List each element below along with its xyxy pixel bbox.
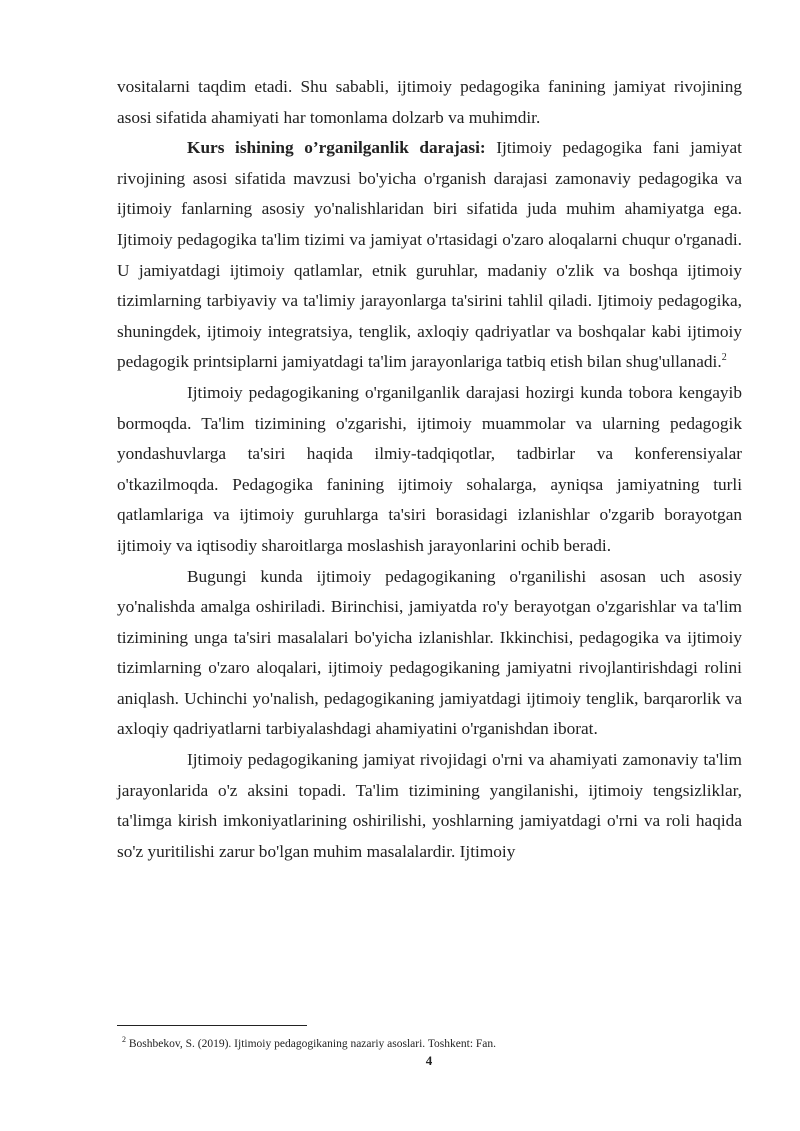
footnote xyxy=(122,1037,496,1051)
section-heading-inline: Kurs ishining o’rganilganlik darajasi: xyxy=(187,138,486,158)
footnote-text: Boshbekov, S. (2019). Ijtimoiy pedagogikaning nazariy asoslari. Toshkent: Fan. xyxy=(126,1038,497,1050)
document-body xyxy=(117,72,742,867)
paragraph-role-in-society: Ijtimoiy pedagogikaning jamiyat rivojidagi o'rni va ahamiyati zamonaviy ta'lim jarayonlarida o'z aksini topadi. Ta'lim tizimining yangilanishi, ijtimoiy tengsizliklar, ta'limga kirish imkoniyatlarining oshirilishi, yoshlarning jamiyatdagi o'rni va roli haqida so'z yuritilishi zarur bo'lgan muhim masalalardir. Ijtimoiy xyxy=(117,750,742,861)
paragraph-continuation: vositalarni taqdim etadi. Shu sababli, ijtimoiy pedagogika fanining jamiyat rivojining asosi sifatida ahamiyati har tomonlama dolzarb va muhimdir. xyxy=(117,77,742,127)
paragraph-three-directions: Bugungi kunda ijtimoiy pedagogikaning o'rganilishi asosan uch asosiy yo'nalishda amalga oshiriladi. Birinchisi, jamiyatda ro'y berayotgan o'zgarishlar va ta'lim tizimining unga ta'siri masalalari bo'yicha izlanishlar. Ikkinchisi, pedagogika va ijtimoiy tizimlarning o'zaro aloqalari, ijtimoiy pedagogikaning jamiyatni rivojlantirishdagi rolini aniqlash. Uchinchi yo'nalish, pedagogikaning jamiyatdagi ijtimoiy tenglik, barqarorlik va axloqiy qadriyatlarni tarbiyalashdagi ahamiyatini o'rganishdan iborat. xyxy=(117,566,742,739)
paragraph-text: Ijtimoiy pedagogika fani jamiyat rivojining asosi sifatida mavzusi bo'yicha o'rganish darajasi zamonaviy pedagogika va ijtimoiy fanlarning asosiy yo'nalishlaridan biri sifatida juda muhim ahamiyatga ega. Ijtimoiy pedagogika ta'lim tizimi va jamiyat o'rtasidagi o'zaro aloqalarni chuqur o'rganadi. U jamiyatdagi ijtimoiy qatlamlar, etnik guruhlar, madaniy o'zlik va boshqa ijtimoiy tizimlarning tarbiyaviy va ta'limiy jarayonlarga ta'sirini tahlil qiladi. Ijtimoiy pedagogika, shuningdek, ijtimoiy integratsiya, tenglik, axloqiy qadriyatlar va boshqalar kabi ijtimoiy pedagogik printsiplarni jamiyatdagi ta'lim jarayonlariga tatbiq etish bilan shug'ullanadi. xyxy=(117,138,742,372)
page-number: 4 xyxy=(425,1053,433,1068)
footnote-reference[interactable]: 2 xyxy=(721,352,727,364)
paragraph-research-expansion: Ijtimoiy pedagogikaning o'rganilganlik darajasi hozirgi kunda tobora kengayib bormoqda. Ta'lim tizimining o'zgarishi, ijtimoiy muammolar va ularning pedagogik yondashuvlarga ta'siri haqida ilmiy-tadqiqotlar, tadbirlar va konferensiyalar o'tkazilmoqda. Pedagogika fanining ijtimoiy sohalarga, ayniqsa jamiyatning turli qatlamlariga va ijtimoiy guruhlarga ta'siri borasidagi izlanishlar o'zgarib borayotgan ijtimoiy va iqtisodiy sharoitlarga moslashish jarayonlarini ochib beradi. xyxy=(117,382,742,555)
footnote-divider xyxy=(117,1025,307,1026)
footnote-number: 2 xyxy=(122,1035,126,1045)
paragraph-study-level xyxy=(117,133,742,378)
